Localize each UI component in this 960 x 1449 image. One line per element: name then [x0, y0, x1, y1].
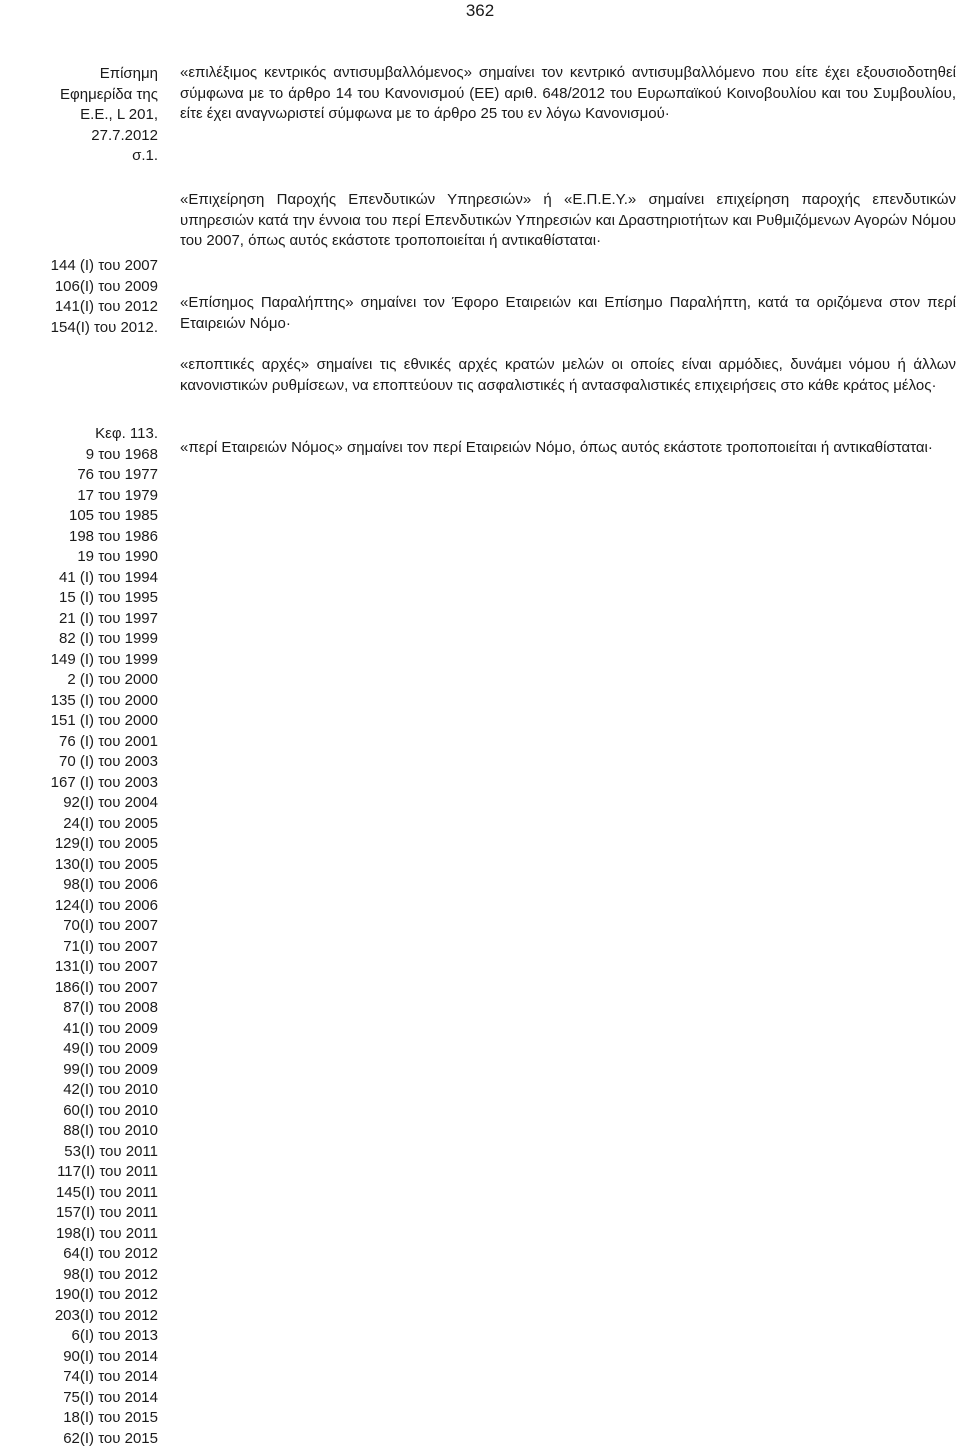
sidenote-line: 9 του 1968 [0, 445, 158, 466]
sidenote-line: 130(Ι) του 2005 [0, 855, 158, 876]
sidenote-line: 49(Ι) του 2009 [0, 1039, 158, 1060]
sidenote-line: Εφημερίδα της [0, 85, 158, 106]
definition-supervisory-authorities: «εποπτικές αρχές» σημαίνει τις εθνικές αρχές κρατών μελών οι οποίες είναι αρμόδιες, δυνάμει νόμου ή άλλων κανονιστικών ρυθμίσεων, να εποπτεύουν τις ασφαλιστικές ή αντασφαλιστικές επιχειρήσεις στο κάθε κράτος μέλος· [180, 355, 956, 396]
sidenote-line: 18(Ι) του 2015 [0, 1408, 158, 1429]
sidenote-line: 15 (Ι) του 1995 [0, 588, 158, 609]
sidenote-line: 82 (Ι) του 1999 [0, 629, 158, 650]
sidenote-line: 88(Ι) του 2010 [0, 1121, 158, 1142]
sidenote-line: 41 (Ι) του 1994 [0, 568, 158, 589]
sidenote-line: 87(Ι) του 2008 [0, 998, 158, 1019]
sidenote-line: 41(Ι) του 2009 [0, 1019, 158, 1040]
sidenote-line: 151 (Ι) του 2000 [0, 711, 158, 732]
sidenote-line: 186(Ι) του 2007 [0, 978, 158, 999]
sidenote-line: 62(Ι) του 2015 [0, 1429, 158, 1449]
sidenote-line: 76 (Ι) του 2001 [0, 732, 158, 753]
sidenote-line: 21 (Ι) του 1997 [0, 609, 158, 630]
sidenote-chapter-amendments [0, 424, 158, 1449]
sidenote-line: 157(Ι) του 2011 [0, 1203, 158, 1224]
sidenote-line: Ε.Ε., L 201, [0, 105, 158, 126]
sidenote-line: 105 του 1985 [0, 506, 158, 527]
sidenote-line: 24(Ι) του 2005 [0, 814, 158, 835]
definition-official-receiver: «Επίσημος Παραλήπτης» σημαίνει τον Έφορο Εταιρειών και Επίσημο Παραλήπτη, κατά τα οριζόμενα στον περί Εταιρειών Νόμο· [180, 293, 956, 334]
sidenote-line: 17 του 1979 [0, 486, 158, 507]
sidenote-line: 75(Ι) του 2014 [0, 1388, 158, 1409]
sidenote-laws [0, 256, 158, 338]
sidenote-line: 6(Ι) του 2013 [0, 1326, 158, 1347]
definition-investment-firm: «Επιχείρηση Παροχής Επενδυτικών Υπηρεσιών» ή «Ε.Π.Ε.Υ.» σημαίνει επιχείρηση παροχής επενδυτικών υπηρεσιών κατά την έννοια του περί Επενδυτικών Υπηρεσιών και Δραστηριοτήτων και Ρυθμιζόμενων Αγορών Νόμου του 2007, όπως αυτός εκάστοτε τροποποιείται ή αντικαθίσταται· [180, 190, 956, 252]
sidenote-line: 154(Ι) του 2012. [0, 318, 158, 339]
sidenote-line: 129(Ι) του 2005 [0, 834, 158, 855]
sidenote-line: 71(Ι) του 2007 [0, 937, 158, 958]
sidenote-line: 74(Ι) του 2014 [0, 1367, 158, 1388]
sidenote-line: 117(Ι) του 2011 [0, 1162, 158, 1183]
sidenote-line: 60(Ι) του 2010 [0, 1101, 158, 1122]
sidenote-line: 141(Ι) του 2012 [0, 297, 158, 318]
definition-eligible-central-counterparty: «επιλέξιμος κεντρικός αντισυμβαλλόμενος» σημαίνει τον κεντρικό αντισυμβαλλόμενο που είτε έχει εξουσιοδοτηθεί σύμφωνα με το άρθρο 14 του Κανονισμού (ΕΕ) αριθ. 648/2012 του Ευρωπαϊκού Κοινοβουλίου και του Συμβουλίου, είτε έχει αναγνωριστεί σύμφωνα με το άρθρο 25 του εν λόγω Κανονισμού· [180, 63, 956, 125]
sidenote-line: 198 του 1986 [0, 527, 158, 548]
sidenote-official-journal [0, 64, 158, 167]
sidenote-line: 76 του 1977 [0, 465, 158, 486]
sidenote-line: 2 (Ι) του 2000 [0, 670, 158, 691]
sidenote-line: 203(Ι) του 2012 [0, 1306, 158, 1327]
sidenote-line: 53(Ι) του 2011 [0, 1142, 158, 1163]
sidenote-line: 42(Ι) του 2010 [0, 1080, 158, 1101]
sidenote-line: 99(Ι) του 2009 [0, 1060, 158, 1081]
sidenote-line: 131(Ι) του 2007 [0, 957, 158, 978]
sidenote-line: 64(Ι) του 2012 [0, 1244, 158, 1265]
sidenote-line: Κεφ. 113. [0, 424, 158, 445]
sidenote-line: 98(Ι) του 2006 [0, 875, 158, 896]
sidenote-line: σ.1. [0, 146, 158, 167]
sidenote-line: 19 του 1990 [0, 547, 158, 568]
sidenote-line: 124(Ι) του 2006 [0, 896, 158, 917]
sidenote-line: 106(Ι) του 2009 [0, 277, 158, 298]
definition-companies-law: «περί Εταιρειών Νόμος» σημαίνει τον περί Εταιρειών Νόμο, όπως αυτός εκάστοτε τροποποιείται ή αντικαθίσταται· [180, 438, 956, 459]
sidenote-line: 90(Ι) του 2014 [0, 1347, 158, 1368]
sidenote-line: 135 (Ι) του 2000 [0, 691, 158, 712]
sidenote-line: 167 (Ι) του 2003 [0, 773, 158, 794]
sidenote-line: 70 (Ι) του 2003 [0, 752, 158, 773]
sidenote-line: 190(Ι) του 2012 [0, 1285, 158, 1306]
sidenote-line: 70(Ι) του 2007 [0, 916, 158, 937]
sidenote-line: 198(Ι) του 2011 [0, 1224, 158, 1245]
sidenote-line: 149 (Ι) του 1999 [0, 650, 158, 671]
sidenote-line: 92(Ι) του 2004 [0, 793, 158, 814]
page-number: 362 [0, 0, 960, 22]
sidenote-line: Επίσημη [0, 64, 158, 85]
sidenote-line: 145(Ι) του 2011 [0, 1183, 158, 1204]
sidenote-line: 98(Ι) του 2012 [0, 1265, 158, 1286]
sidenote-line: 144 (Ι) του 2007 [0, 256, 158, 277]
sidenote-line: 27.7.2012 [0, 126, 158, 147]
